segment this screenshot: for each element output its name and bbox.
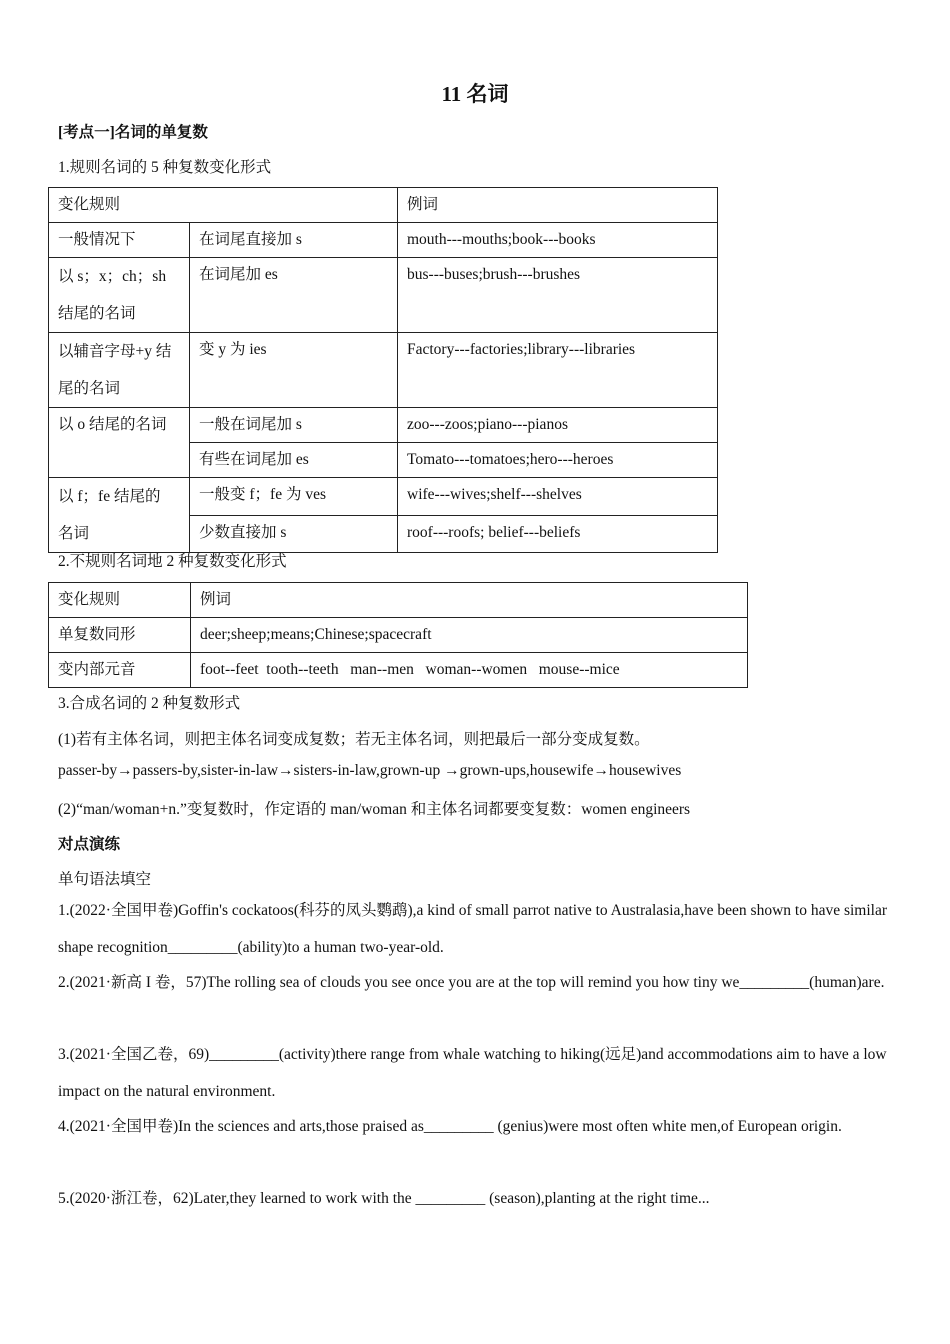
example-cell: wife---wives;shelf---shelves (398, 478, 718, 516)
category-line: 尾的名词 (58, 380, 121, 397)
category-line: 名词 (58, 525, 90, 542)
rule-cell: 变内部元音 (49, 653, 191, 688)
table-row (49, 618, 748, 653)
rule-cell: 单复数同形 (49, 618, 191, 653)
rule-cell: 在词尾直接加 s (190, 223, 398, 258)
header-cell: 例词 (398, 188, 718, 223)
example-cell: deer;sheep;means;Chinese;spacecraft (191, 618, 748, 653)
practice-heading: 对点演练 (58, 836, 121, 853)
page-title: 11 名词 (441, 82, 509, 106)
table-header-row (49, 583, 748, 618)
example-cell: foot--feet tooth--teeth man--men woman--women mouse--mice (191, 653, 748, 688)
question-item: 3.(2021·全国乙卷，69)_________(activity)there range from whale watching to hiking(远足)and accommodations aim to have a low impact on the natural environment. (58, 1046, 887, 1100)
rule-cell: 变 y 为 ies (190, 333, 398, 408)
table-header-row (49, 188, 718, 223)
paragraph: (1)若有主体名词，则把主体名词变成复数；若无主体名词，则把最后一部分变成复数。 (58, 731, 650, 748)
table-row (49, 653, 748, 688)
example-cell: zoo---zoos;piano---pianos (398, 408, 718, 443)
category-line: 以辅音字母+y 结 (58, 343, 172, 360)
subheading-irregular-nouns: 2.不规则名词地 2 种复数变化形式 (58, 553, 287, 570)
header-cell: 例词 (191, 583, 748, 618)
rule-cell: 一般在词尾加 s (190, 408, 398, 443)
table-row (49, 333, 718, 408)
rule-cell: 在词尾加 es (190, 258, 398, 333)
question-item: 2.(2021·新高 I 卷，57)The rolling sea of clouds you see once you are at the top will remind you how tiny we_________(human)are. (58, 974, 885, 991)
header-cell: 变化规则 (49, 188, 398, 223)
table-row (49, 258, 718, 333)
rule-cell: 一般变 f；fe 为 ves (190, 478, 398, 516)
rule-cell: 有些在词尾加 es (190, 443, 398, 478)
rule-cell: 少数直接加 s (190, 515, 398, 553)
regular-plural-table (48, 187, 718, 553)
question-item: 1.(2022·全国甲卷)Goffin's cockatoos(科芬的凤头鹦鹉),a kind of small parrot native to Australasia,have been shown to have similar shape recognition_________(ability)to a human two-year-old. (58, 902, 888, 956)
example-cell: mouth---mouths;book---books (398, 223, 718, 258)
category-cell (49, 478, 190, 553)
category-cell: 以 o 结尾的名词 (49, 408, 190, 478)
example-cell: Tomato---tomatoes;hero---heroes (398, 443, 718, 478)
question-item: 5.(2020·浙江卷，62)Later,they learned to work with the _________ (season),planting at the right time... (58, 1190, 710, 1207)
subheading-regular-nouns: 1.规则名词的 5 种复数变化形式 (58, 159, 272, 176)
subheading-compound-nouns: 3.合成名词的 2 种复数形式 (58, 695, 241, 712)
table-row (49, 223, 718, 258)
question-item: 4.(2021·全国甲卷)In the sciences and arts,those praised as_________ (genius)were most often white men,of European origin. (58, 1118, 842, 1135)
example-cell: Factory---factories;library---libraries (398, 333, 718, 408)
category-cell (49, 333, 190, 408)
example-cell: bus---buses;brush---brushes (398, 258, 718, 333)
section-heading: [考点一]名词的单复数 (58, 124, 208, 141)
category-line: 以 s；x；ch；sh (58, 268, 167, 285)
practice-subheading: 单句语法填空 (58, 871, 152, 888)
header-cell: 变化规则 (49, 583, 191, 618)
category-line: 结尾的名词 (58, 305, 136, 322)
category-cell: 一般情况下 (49, 223, 190, 258)
paragraph: passer-by→passers-by,sister-in-law→sisters-in-law,grown-up →grown-ups,housewife→housewives (58, 762, 682, 779)
example-cell: roof---roofs; belief---beliefs (398, 515, 718, 553)
irregular-plural-table (48, 582, 748, 688)
category-line: 以 f；fe 结尾的 (58, 488, 161, 505)
table-row (49, 408, 718, 443)
paragraph: (2)“man/woman+n.”变复数时，作定语的 man/woman 和主体名词都要变复数：women engineers (58, 801, 691, 818)
category-cell (49, 258, 190, 333)
table-row (49, 478, 718, 516)
